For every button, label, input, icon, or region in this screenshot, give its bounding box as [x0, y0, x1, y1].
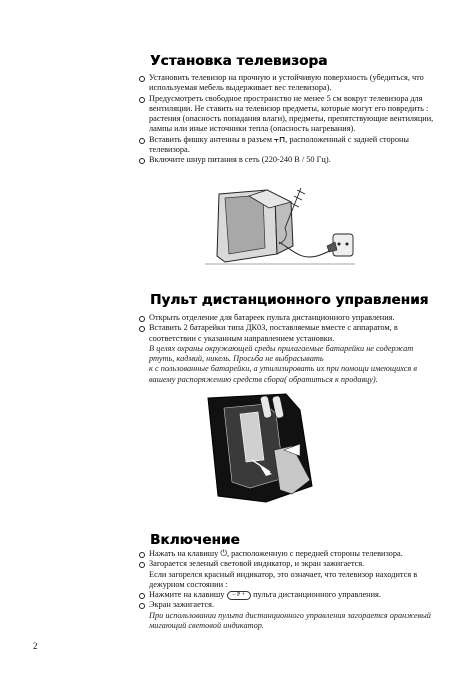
- section-title-install: Установка телевизора: [150, 53, 328, 69]
- power-on-list: [138, 549, 438, 631]
- antenna-socket-icon: ⫟⊓: [274, 134, 286, 144]
- list-item: Предусмотреть свободное пространство не менее 5 см вокруг телевизора для вентиляции. Не ставить на телевизор предметы, которые могут его повредить : растения (опасность попадания влаги), предметы, препятствующие вентиляции, лампы или иные источники тепла (опасность нагревания).: [138, 94, 438, 135]
- list-item-continuation: Если загорелся красный индикатор, это означает, что телевизор находится в дежурном состоянии :: [149, 569, 418, 589]
- list-item: Установить телевизор на прочную и устойчивую поверхность (убедиться, что используемая мебель выдерживает вес телевизора).: [138, 73, 438, 94]
- list-item: Включите шнур питания в сеть (220-240 В / 50 Гц).: [138, 155, 438, 165]
- page-number: 2: [33, 641, 38, 651]
- list-item: Вставить 2 батарейки типа ДК03, поставляемые вместе с аппаратом, в соответствии с указанным направлением установки.: [138, 323, 438, 344]
- battery-note-2: к с пользованные батарейки, а утилизировать их при помощи имеющихся в вашему распоряжению средств сбора( обратиться к продавцу).: [149, 364, 417, 384]
- list-item: Открыть отделение для батареек пульта дистанционного управления.: [138, 313, 438, 323]
- battery-note: В целях охраны окружающей среды прилагаемые батарейки не содержат ртуть, кадмий, никель. Просьба не выбрасывать: [149, 343, 414, 364]
- list-item: Экран зажигается.: [138, 600, 438, 610]
- section-title-remote: Пульт дистанционного управления: [150, 292, 429, 308]
- program-key-icon: – P +: [227, 591, 252, 600]
- list-item: Нажмите на клавишу – P + пульта дистанционного управления.: [138, 590, 438, 600]
- list-item: Загорается зеленый световой индикатор, и экран зажигается.: [138, 559, 438, 569]
- list-item: Вставить фишку антенны в разъем ⫟⊓, расположенный с задней стороны телевизора.: [138, 135, 438, 156]
- remote-list: [138, 313, 438, 385]
- list-item: Нажать на клавишу ⏻, расположенную с передней стороны телевизора.: [138, 549, 438, 559]
- tv-connection-illustration: [205, 186, 365, 270]
- section-title-power-on: Включение: [150, 532, 240, 548]
- install-list: [138, 73, 438, 166]
- remote-batteries-illustration: [200, 390, 330, 508]
- remote-indicator-note: При использовании пульта дистанционного управления загорается оранжевый мигающий световой индикатор.: [149, 610, 431, 631]
